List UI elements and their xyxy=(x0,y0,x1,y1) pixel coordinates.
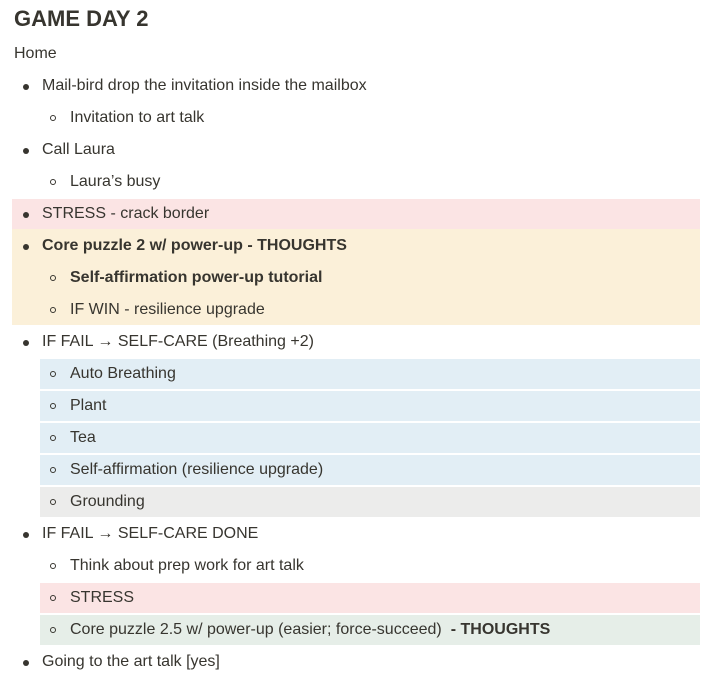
list-item-text: Self-affirmation power-up tutorial xyxy=(70,269,323,286)
list-item-text: Laura’s busy xyxy=(70,173,161,190)
list-item-highlighted[interactable] xyxy=(40,359,700,389)
list-item-text: Tea xyxy=(70,429,96,446)
list-item-text: IF FAIL → SELF-CARE (Breathing +2) xyxy=(42,333,314,350)
list-item-text: Mail-bird drop the invitation inside the mailbox xyxy=(42,77,367,94)
bullet-icon xyxy=(23,84,29,90)
bullet-icon xyxy=(23,660,29,666)
bullet-icon xyxy=(23,340,29,346)
hollow-bullet-icon xyxy=(50,403,56,409)
list-item-highlighted[interactable] xyxy=(40,583,700,613)
hollow-bullet-icon xyxy=(50,627,56,633)
list-item-text: Plant xyxy=(70,397,107,414)
home-link[interactable]: Home xyxy=(14,45,57,62)
hollow-bullet-icon xyxy=(50,499,56,505)
list-item-text: STRESS xyxy=(70,589,135,606)
bullet-icon xyxy=(23,532,29,538)
list-item-text-wrap xyxy=(70,615,550,645)
list-item[interactable] xyxy=(12,519,700,549)
list-item[interactable] xyxy=(40,295,700,325)
hollow-bullet-icon xyxy=(50,595,56,601)
list-item-text: Invitation to art talk xyxy=(70,109,205,126)
list-item-bold-suffix: - THOUGHTS xyxy=(450,621,551,638)
list-item-text: Core puzzle 2.5 w/ power-up (easier; force-succeed) xyxy=(70,621,442,638)
list-item-highlighted[interactable] xyxy=(40,487,700,517)
bullet-icon xyxy=(23,212,29,218)
list-item[interactable] xyxy=(12,647,700,677)
list-item-text: Grounding xyxy=(70,493,145,510)
list-item-text: Auto Breathing xyxy=(70,365,176,382)
list-item[interactable] xyxy=(40,263,700,293)
hollow-bullet-icon xyxy=(50,371,56,377)
page-title: GAME DAY 2 xyxy=(14,6,149,31)
bullet-icon xyxy=(23,148,29,154)
hollow-bullet-icon xyxy=(50,179,56,185)
list-item-highlighted[interactable] xyxy=(40,455,700,485)
hollow-bullet-icon xyxy=(50,435,56,441)
list-item-highlighted[interactable] xyxy=(40,391,700,421)
hollow-bullet-icon xyxy=(50,115,56,121)
list-item[interactable] xyxy=(12,135,700,165)
list-item-text: Self-affirmation (resilience upgrade) xyxy=(70,461,324,478)
list-item-highlighted[interactable] xyxy=(12,199,700,229)
list-item-text: IF FAIL → SELF-CARE DONE xyxy=(42,525,259,542)
list-item-highlighted[interactable] xyxy=(40,615,700,645)
hollow-bullet-icon xyxy=(50,307,56,313)
list-item[interactable] xyxy=(40,551,700,581)
list-item-highlighted[interactable] xyxy=(12,229,700,263)
bullet-icon xyxy=(23,244,29,250)
list-item-text: STRESS - crack border xyxy=(42,205,210,222)
list-item-highlighted[interactable] xyxy=(40,423,700,453)
list-item[interactable] xyxy=(12,327,700,357)
list-item[interactable] xyxy=(40,167,700,197)
hollow-bullet-icon xyxy=(50,467,56,473)
list-item-text: Think about prep work for art talk xyxy=(70,557,304,574)
list-item[interactable] xyxy=(12,71,700,101)
hollow-bullet-icon xyxy=(50,563,56,569)
list-item-text: Going to the art talk [yes] xyxy=(42,653,220,670)
hollow-bullet-icon xyxy=(50,275,56,281)
list-item-text: Core puzzle 2 w/ power-up - THOUGHTS xyxy=(42,237,347,254)
list-item-text: Call Laura xyxy=(42,141,115,158)
list-item-text: IF WIN - resilience upgrade xyxy=(70,301,265,318)
list-item[interactable] xyxy=(40,103,700,133)
